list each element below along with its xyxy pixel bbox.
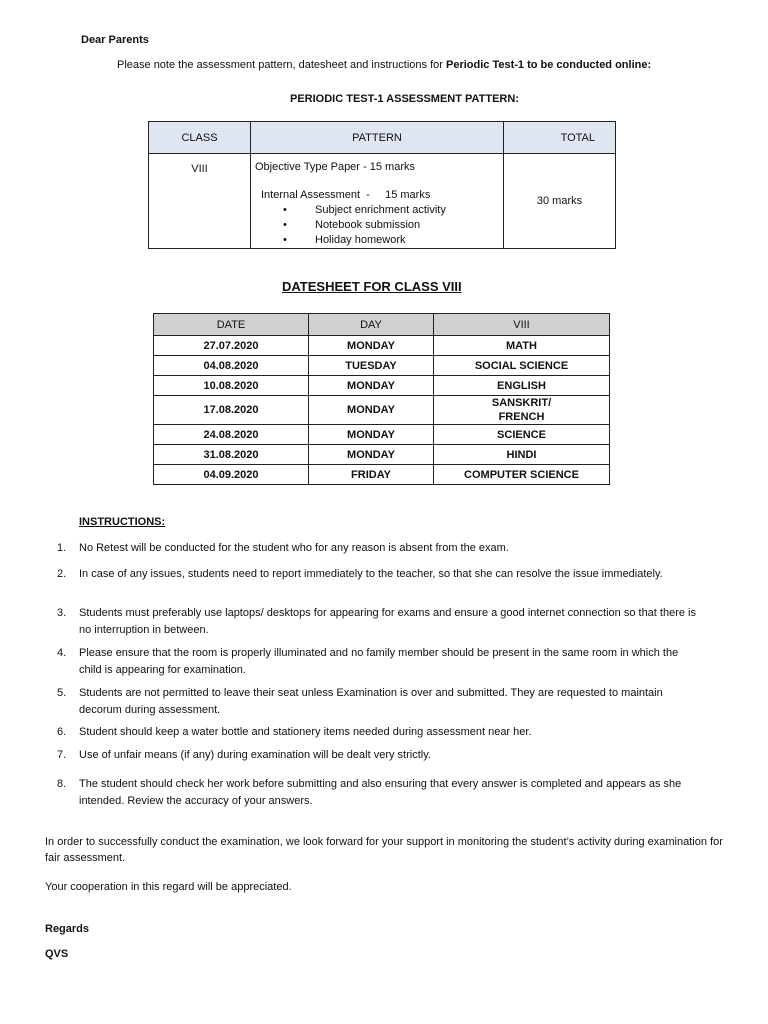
header-day: DAY	[309, 314, 434, 336]
bullet-item: • Notebook submission	[255, 218, 503, 233]
instruction-text: Students must preferably use laptops/ desktops for appearing for exams and ensure a good internet connection so that there is no interruption in between.	[79, 607, 696, 636]
pattern-title: PERIODIC TEST-1 ASSESSMENT PATTERN:	[290, 93, 519, 105]
datesheet-row	[154, 465, 610, 485]
datesheet-row	[154, 336, 610, 356]
instruction-number: 1.	[57, 542, 67, 554]
row-subject: MATH	[434, 336, 610, 356]
row-day: MONDAY	[309, 445, 434, 465]
row-day: MONDAY	[309, 376, 434, 396]
row-date: 17.08.2020	[154, 396, 309, 425]
instruction-number: 5.	[57, 687, 67, 699]
row-subject: SCIENCE	[434, 425, 610, 445]
row-day: MONDAY	[309, 425, 434, 445]
datesheet-header-row	[154, 314, 610, 336]
row-date: 04.09.2020	[154, 465, 309, 485]
row-date: 10.08.2020	[154, 376, 309, 396]
signature: QVS	[45, 948, 69, 960]
pattern-row	[149, 154, 616, 249]
instruction-number: 2.	[57, 568, 67, 580]
row-day: TUESDAY	[309, 356, 434, 376]
pattern-header-class: CLASS	[149, 122, 251, 154]
instruction-text: In case of any issues, students need to report immediately to the teacher, so that she can resolve the issue immediately.	[79, 568, 663, 580]
instruction-number: 4.	[57, 647, 67, 659]
row-subject: COMPUTER SCIENCE	[434, 465, 610, 485]
regards-text: Regards	[45, 923, 90, 935]
greeting: Dear Parents	[81, 34, 149, 46]
pattern-header-pattern: PATTERN	[251, 122, 504, 154]
datesheet-table	[153, 313, 610, 485]
row-day: FRIDAY	[309, 465, 434, 485]
row-date: 27.07.2020	[154, 336, 309, 356]
row-day: MONDAY	[309, 336, 434, 356]
pattern-total: 30 marks	[504, 154, 616, 249]
objective-line: Objective Type Paper - 15 marks	[255, 161, 415, 173]
datesheet-row	[154, 376, 610, 396]
instruction-text: Please ensure that the room is properly illuminated and no family member should be present in the same room in which the child is appearing for examination.	[79, 647, 679, 676]
row-date: 24.08.2020	[154, 425, 309, 445]
row-subject: HINDI	[434, 445, 610, 465]
instruction-text: Students are not permitted to leave their seat unless Examination is over and submitted. They are requested to maintain decorum during assessment.	[79, 687, 663, 716]
instruction-text: No Retest will be conducted for the student who for any reason is absent from the exam.	[79, 542, 509, 554]
datesheet-row	[154, 425, 610, 445]
bullet-item: • Holiday homework	[255, 233, 503, 248]
header-date: DATE	[154, 314, 309, 336]
datesheet-title: DATESHEET FOR CLASS VIII	[282, 279, 462, 294]
row-date: 04.08.2020	[154, 356, 309, 376]
instruction-number: 8.	[57, 778, 67, 790]
row-subject: SANSKRIT/ FRENCH	[434, 396, 610, 425]
pattern-table	[148, 121, 616, 249]
bullet-item: • Subject enrichment activity	[255, 203, 503, 218]
instruction-text: Use of unfair means (if any) during examination will be dealt very strictly.	[79, 749, 431, 761]
pattern-class: VIII	[149, 154, 251, 249]
row-day: MONDAY	[309, 396, 434, 425]
intro-line	[117, 59, 651, 71]
datesheet-row	[154, 396, 610, 425]
row-subject: ENGLISH	[434, 376, 610, 396]
intro-text: Please note the assessment pattern, datesheet and instructions for	[117, 59, 446, 71]
row-subject: SOCIAL SCIENCE	[434, 356, 610, 376]
intro-bold: Periodic Test-1 to be conducted online:	[445, 59, 652, 71]
instruction-number: 6.	[57, 726, 67, 738]
header-subject: VIII	[434, 314, 610, 336]
datesheet-body	[154, 336, 610, 485]
pattern-header-row	[149, 122, 616, 154]
appreciation-text: Your cooperation in this regard will be appreciated.	[45, 881, 292, 893]
instruction-text: Student should keep a water bottle and stationery items needed during assessment near her.	[79, 726, 532, 738]
pattern-header-total: TOTAL	[504, 122, 616, 154]
row-date: 31.08.2020	[154, 445, 309, 465]
internal-line: Internal Assessment - 15 marks	[261, 189, 431, 201]
instruction-number: 3.	[57, 607, 67, 619]
datesheet-row	[154, 356, 610, 376]
instruction-number: 7.	[57, 749, 67, 761]
instructions-title: INSTRUCTIONS:	[79, 516, 166, 528]
closing-paragraph: In order to successfully conduct the examination, we look forward for your support in monitoring the student’s activity during examination for fair assessment.	[45, 836, 723, 864]
instruction-text: The student should check her work before submitting and also ensuring that every answer is completed and appears as she intended. Review the accuracy of your answers.	[79, 778, 682, 807]
datesheet-row	[154, 445, 610, 465]
internal-bullets	[255, 203, 503, 248]
pattern-details	[251, 154, 504, 249]
